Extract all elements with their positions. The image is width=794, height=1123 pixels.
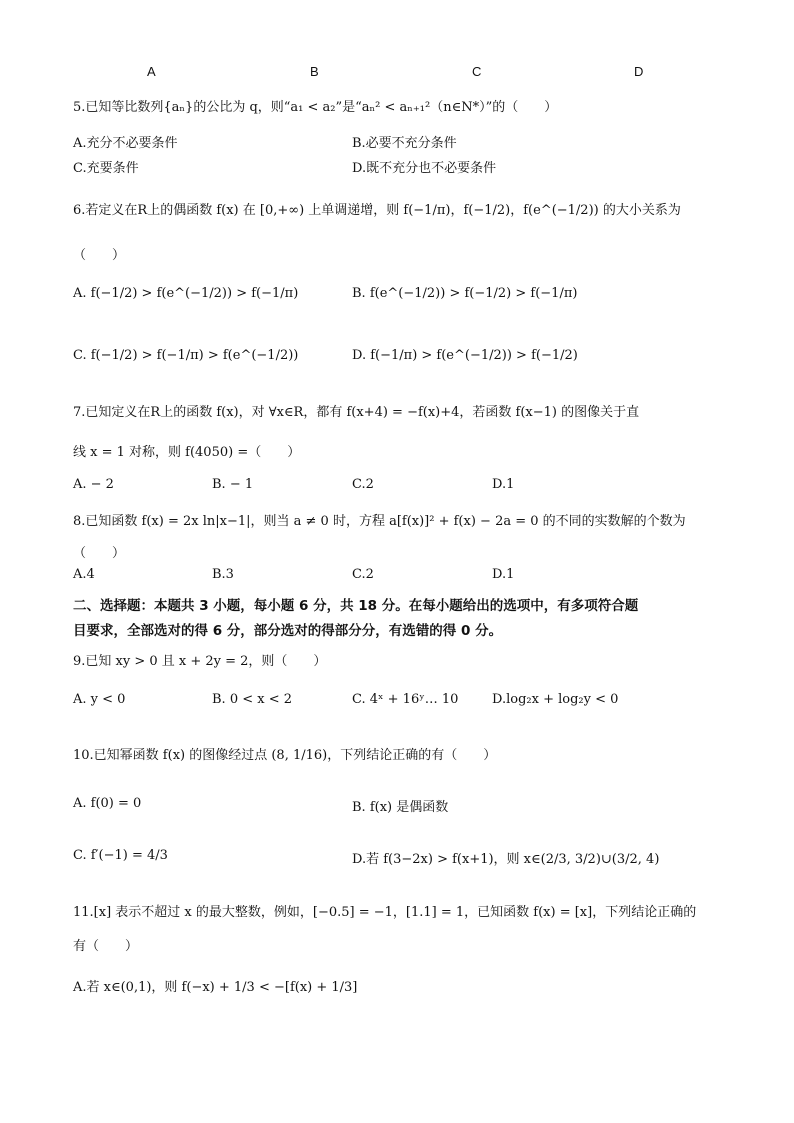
q9-option-d: D.log₂x + log₂y < 0 (492, 692, 619, 707)
q6-option-d: D. f(−1/π) > f(e^(−1/2)) > f(−1/2) (352, 348, 578, 363)
header-option-b: B (310, 64, 319, 79)
q6-option-a: A. f(−1/2) > f(e^(−1/2)) > f(−1/π) (73, 286, 299, 301)
q11-line2: 有（ ） (73, 939, 139, 954)
q8-option-b: B.3 (212, 567, 234, 582)
q7-line1: 7.已知定义在R上的函数 f(x)，对 ∀x∈R，都有 f(x+4) = −f(x)+4，若函数 f(x−1) 的图像关于直 (73, 405, 640, 420)
q10-option-d: D.若 f(3−2x) > f(x+1)，则 x∈(2/3, 3/2)∪(3/2, 4) (352, 852, 660, 867)
q10-option-c: C. f′(−1) = 4/3 (73, 848, 168, 863)
q7-option-c: C.2 (352, 477, 374, 492)
q7-option-a: A. − 2 (73, 477, 114, 492)
q10-stem: 10.已知幂函数 f(x) 的图像经过点 (8, 1/16)，下列结论正确的有（ ） (73, 748, 497, 763)
q6-option-b: B. f(e^(−1/2)) > f(−1/2) > f(−1/π) (352, 286, 578, 301)
q9-stem: 9.已知 xy > 0 且 x + 2y = 2，则（ ） (73, 654, 327, 669)
q7-option-b: B. − 1 (212, 477, 254, 492)
q5-option-d: D.既不充分也不必要条件 (352, 161, 497, 176)
q10-option-b: B. f(x) 是偶函数 (352, 800, 449, 815)
q8-option-a: A.4 (73, 567, 95, 582)
q9-option-b: B. 0 < x < 2 (212, 692, 293, 707)
q8-line1: 8.已知函数 f(x) = 2x ln|x−1|，则当 a ≠ 0 时，方程 a[f(x)]² + f(x) − 2a = 0 的不同的实数解的个数为 (73, 514, 686, 529)
q5-stem: 5.已知等比数列{aₙ}的公比为 q，则“a₁ < a₂”是“aₙ² < aₙ₊₁²（n∈N*）”的（ ） (73, 100, 558, 115)
q5-option-c: C.充要条件 (73, 161, 139, 176)
q6-stem: 6.若定义在R上的偶函数 f(x) 在 [0,+∞) 上单调递增，则 f(−1/π)，f(−1/2)，f(e^(−1/2)) 的大小关系为 (73, 203, 681, 218)
q7-option-d: D.1 (492, 477, 515, 492)
q7-line2: 线 x = 1 对称，则 f(4050) =（ ） (73, 445, 301, 460)
q6-option-c: C. f(−1/2) > f(−1/π) > f(e^(−1/2)) (73, 348, 299, 363)
q8-option-d: D.1 (492, 567, 515, 582)
q6-paren: （ ） (73, 248, 126, 263)
header-option-a: A (147, 64, 156, 79)
q9-option-c: C. 4ˣ + 16ʸ… 10 (352, 692, 459, 707)
q10-option-a: A. f(0) = 0 (73, 796, 142, 811)
section2-heading-line1: 二、选择题：本题共 3 小题，每小题 6 分，共 18 分。在每小题给出的选项中，有多项符合题 (73, 598, 639, 614)
q8-option-c: C.2 (352, 567, 374, 582)
section2-heading-line2: 目要求，全部选对的得 6 分，部分选对的得部分分，有选错的得 0 分。 (73, 623, 503, 639)
q5-option-b: B.必要不充分条件 (352, 136, 457, 151)
q8-paren: （ ） (73, 546, 126, 561)
q9-option-a: A. y < 0 (73, 692, 126, 707)
q11-line1: 11.[x] 表示不超过 x 的最大整数，例如，[−0.5] = −1，[1.1] = 1，已知函数 f(x) = [x]，下列结论正确的 (73, 905, 697, 920)
q11-option-a: A.若 x∈(0,1)，则 f(−x) + 1/3 < −[f(x) + 1/3] (73, 980, 358, 995)
header-option-d: D (634, 64, 644, 79)
header-option-c: C (472, 64, 482, 79)
q5-option-a: A.充分不必要条件 (73, 136, 178, 151)
